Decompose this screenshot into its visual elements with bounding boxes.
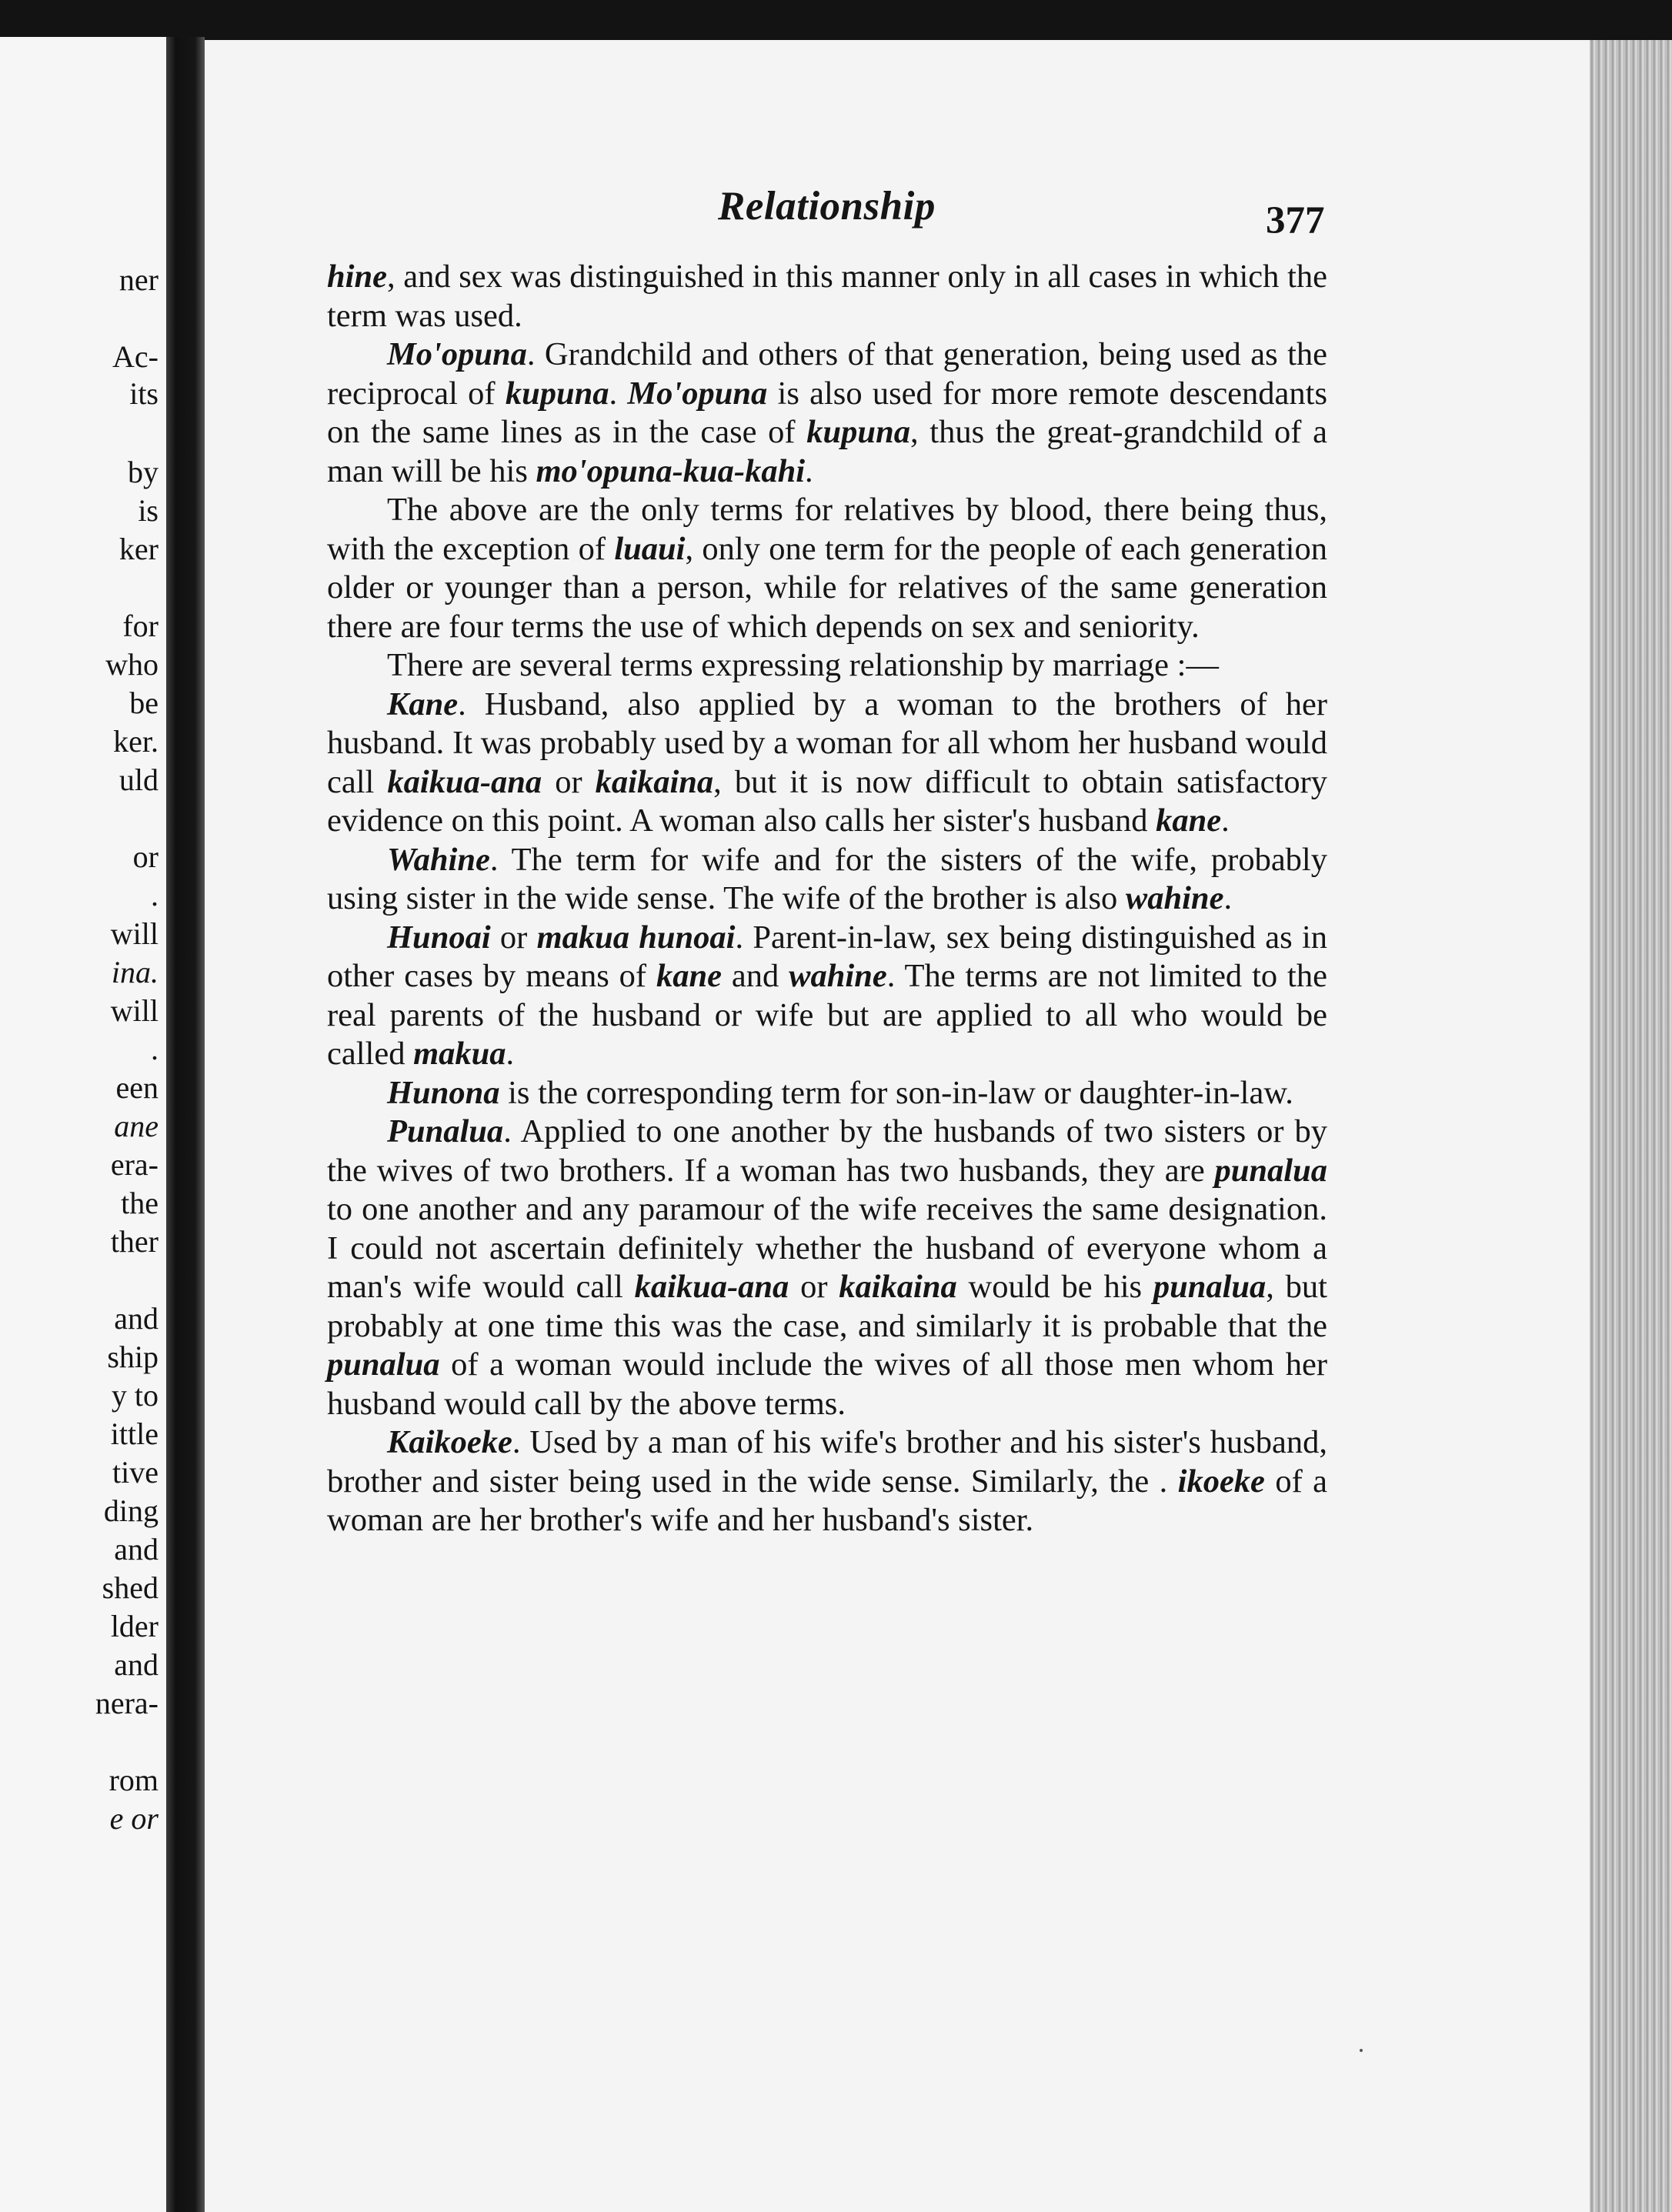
text-run: of a woman are her brother's wife and her husband's sister. (327, 1463, 1327, 1538)
facing-page-line: uld (118, 762, 159, 797)
facing-page-line: will (110, 993, 159, 1028)
running-head: Relationship (718, 184, 936, 229)
facing-page-line: ner (118, 262, 159, 297)
paragraph (327, 841, 1327, 919)
facing-page-line: ker (118, 532, 159, 566)
facing-page-line: and (114, 1532, 159, 1566)
page-edges (1590, 40, 1672, 2212)
facing-page-line: Ac- (112, 339, 159, 374)
facing-page-line: is (138, 493, 159, 528)
term: kane (656, 958, 722, 994)
facing-page-line: will (110, 916, 159, 951)
body-text (327, 258, 1327, 1540)
term: kaikaina (839, 1269, 957, 1305)
paragraph (327, 258, 1327, 335)
facing-page-line: ship (107, 1340, 159, 1374)
term: wahine (1125, 880, 1224, 916)
text-run: . (1223, 880, 1233, 916)
text-run: , and sex was distinguished in this manner only in all cases in which the term was used. (327, 259, 1327, 334)
text-run: . Applied to one another by the husbands of two sisters or by the wives of two brothers. If a woman has two husbands, they are (327, 1113, 1327, 1189)
paragraph (327, 1113, 1327, 1423)
text-run: or (542, 763, 596, 800)
paragraph (327, 686, 1327, 841)
term: Kane (387, 686, 459, 722)
facing-page-line: ittle (110, 1416, 159, 1451)
text-run: is the corresponding term for son-in-law or daughter-in-law. (499, 1074, 1293, 1111)
text-run: . The term for wife and for the sisters of the wife, probably using sister in the wide sense. The wife of the brother is also (327, 841, 1327, 916)
facing-page-line: who (105, 647, 159, 682)
text-run: . (1221, 802, 1230, 839)
facing-page-line: and (114, 1301, 159, 1336)
text-run: . The terms are not limited to the real parents of the husband or wife but are applied to all who would be called (327, 958, 1327, 1072)
term: Kaikoeke (387, 1424, 512, 1460)
scan-speck (1360, 2049, 1363, 2052)
term: luaui (614, 530, 686, 567)
term: punalua (1153, 1269, 1267, 1305)
term: makua hunoai (536, 919, 736, 956)
text-run: or (490, 919, 537, 956)
term: kaikua-ana (387, 763, 542, 800)
page-number: 377 (1266, 199, 1325, 242)
facing-page-line: or (132, 839, 159, 874)
text-run: . (609, 375, 628, 412)
text-run: , but it is now difficult to obtain satisfactory evidence on this point. A woman also calls her sister's husband (327, 763, 1328, 839)
text-run: . (506, 1036, 515, 1072)
term: kaikaina (595, 763, 714, 800)
term: makua (413, 1036, 506, 1072)
facing-page-line: e or (109, 1801, 159, 1836)
term: kane (1156, 802, 1222, 839)
term: kupuna (806, 414, 910, 450)
facing-page-line: nera- (95, 1686, 159, 1720)
paragraph (327, 1423, 1327, 1540)
book-gutter (166, 37, 205, 2212)
text-run: or (789, 1269, 839, 1305)
text-run: The above are the only terms for relatives by blood, there being thus, with the exception of (327, 492, 1327, 567)
term: punalua (327, 1346, 440, 1383)
term: mo'opuna-kua-kahi (536, 452, 806, 489)
text-run: would be his (956, 1269, 1153, 1305)
text-run: . Parent-in-law, sex being distinguished as in other cases by means of (327, 919, 1328, 994)
facing-page-line: ther (110, 1224, 159, 1259)
paragraph (327, 646, 1327, 686)
text-run: and (722, 958, 789, 994)
text-run: , but probably at one time this was the case, and similarly it is probable that the (327, 1269, 1327, 1344)
text-run: . Used by a man of his wife's brother and his sister's husband, brother and sister being used in the wide sense. Similarly, the . (327, 1424, 1327, 1500)
term: ikoeke (1177, 1463, 1265, 1500)
facing-page-line: y to (111, 1378, 159, 1413)
paragraph (327, 1074, 1327, 1113)
term: hine (327, 259, 387, 295)
term: Mo'opuna (627, 375, 768, 412)
facing-page-line: ina. (111, 955, 159, 989)
term: Hunona (387, 1074, 500, 1111)
scan-top-border (0, 0, 1672, 40)
facing-page-line: lder (110, 1609, 159, 1643)
term: Punalua (387, 1113, 504, 1149)
facing-page-line: . (151, 1032, 159, 1066)
text-run: . Grandchild and others of that generation, being used as the reciprocal of (327, 336, 1327, 412)
facing-page-line: tive (112, 1455, 159, 1490)
text-run: . Husband, also applied by a woman to the brothers of her husband. It was probably used by a woman for all whom her husband would call (327, 686, 1327, 800)
facing-page-line: rom (108, 1763, 159, 1797)
term: kaikua-ana (634, 1269, 789, 1305)
facing-page-line: een (115, 1070, 159, 1105)
facing-page-line: and (114, 1647, 159, 1682)
term: Wahine (387, 841, 490, 878)
paragraph (327, 491, 1327, 646)
facing-page-fragment (0, 37, 168, 2212)
facing-page-line: ane (114, 1109, 159, 1143)
term: Mo'opuna (387, 336, 527, 372)
facing-page-line: ding (103, 1493, 159, 1528)
facing-page-line: era- (110, 1147, 159, 1182)
facing-page-line: ker. (113, 724, 159, 759)
text-run: is also used for more remote descendants on the same lines as in the case of (327, 375, 1328, 450)
facing-page-line: for (122, 609, 159, 643)
text-run: of a woman would include the wives of all those men whom her husband would call by the above terms. (327, 1346, 1327, 1422)
facing-page-line: by (128, 455, 159, 489)
facing-page-line: . (151, 878, 159, 912)
text-run: to one another and any paramour of the wife receives the same designation. I could not ascertain definitely whether the husband of everyone whom a man's wife would call (327, 1191, 1327, 1305)
text-run: . (805, 452, 813, 489)
term: Hunoai (387, 919, 491, 956)
term: punalua (1214, 1152, 1327, 1189)
text-run: , only one term for the people of each generation older or younger than a person, while for relatives of the same generation there are four terms the use of which depends on sex and seniority. (327, 530, 1327, 645)
text-run: , thus the great-grandchild of a man will be his (327, 414, 1327, 489)
facing-page-line: shed (102, 1570, 159, 1605)
term: kupuna (505, 375, 609, 412)
term: wahine (789, 958, 887, 994)
facing-page-line: the (121, 1186, 159, 1220)
facing-page-line: be (129, 686, 159, 720)
text-run: There are several terms expressing relationship by marriage :— (387, 647, 1219, 683)
facing-page-line: its (129, 376, 159, 411)
paragraph (327, 335, 1327, 491)
paragraph (327, 919, 1327, 1074)
